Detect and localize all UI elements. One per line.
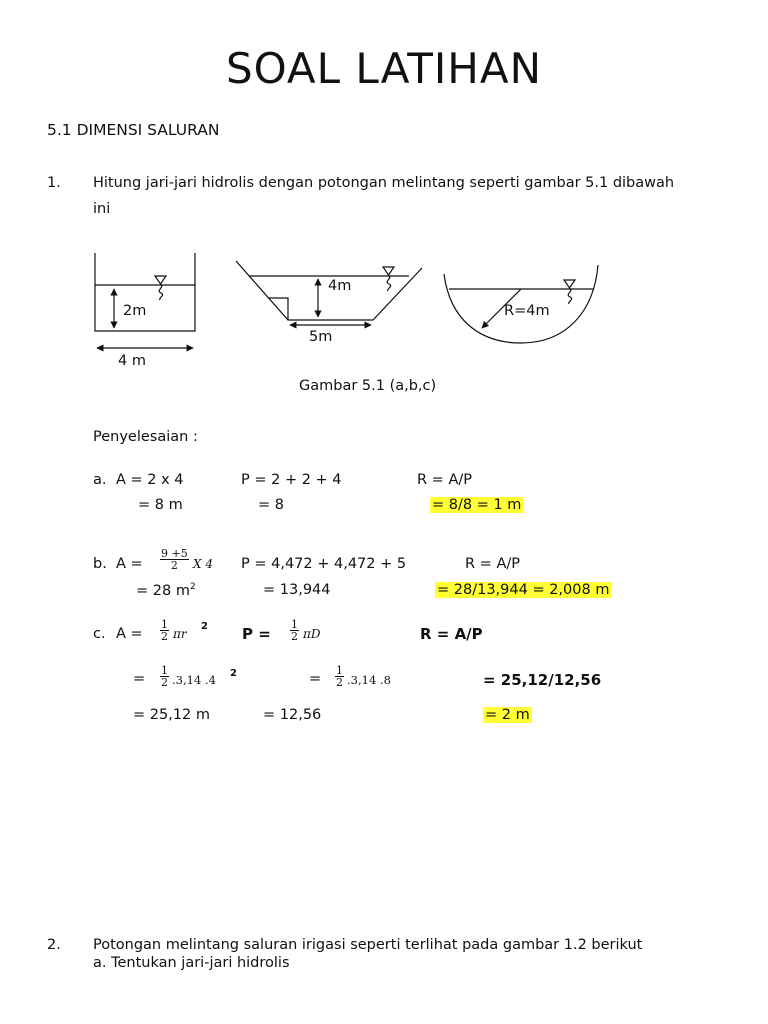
sol-c-area-expr: πr [173,627,187,641]
q2-number: 2. [47,937,61,953]
fraction-numerator: 1 [161,618,168,631]
q1-text-line2: ini [93,201,111,217]
sol-b-perimeter-result: = 13,944 [263,582,331,598]
sol-b-area-suffix: X 4 [193,557,213,571]
sol-b-area-prefix: A = [116,556,143,572]
sol-b-area-value: = 28 m [136,582,190,599]
fraction-denominator: 2 [161,630,168,643]
figure-caption: Gambar 5.1 (a,b,c) [299,378,437,394]
sol-c-area-result: = 25,12 m [133,707,211,723]
sol-c-area-eq: = [133,671,146,687]
rectangular-channel [95,253,195,348]
sol-a-perimeter-result: = 8 [258,497,284,513]
fig-c-radius: R=4m [504,303,550,319]
sol-c-perimeter-eq-expr: .3,14 .8 [347,673,391,687]
sol-a-perimeter: P = 2 + 2 + 4 [241,472,342,488]
sol-c-area-eq-expr: .3,14 .4 [172,673,216,687]
sol-c-perimeter-expr: πD [303,627,321,641]
q1-number: 1. [47,175,61,191]
sol-b-area-result [136,582,196,599]
sol-c-area-prefix: A = [116,626,143,642]
sol-a-label: a. [93,472,107,488]
superscript-2: 2 [189,582,196,592]
solution-heading: Penyelesaian : [93,429,198,445]
sol-c-perimeter-result: = 12,56 [263,707,322,723]
q2-sub-a: a. Tentukan jari-jari hidrolis [93,955,290,971]
fraction-numerator: 1 [336,664,343,677]
sol-c-area-fraction [160,619,169,642]
sol-c-area-sup: 2 [201,621,208,632]
sol-b-fraction [160,548,189,571]
sol-b-radius-result: = 28/13,944 = 2,008 m [437,582,610,598]
sol-c-perimeter-fraction [290,619,299,642]
sol-a-area: A = 2 x 4 [116,472,184,488]
section-heading: 5.1 DIMENSI SALURAN [47,121,220,139]
sol-c-perimeter-eq: = [309,671,322,687]
sol-b-perimeter: P = 4,472 + 4,472 + 5 [241,556,407,572]
fraction-denominator: 2 [291,630,298,643]
fig-a-width: 4 m [118,353,146,369]
sol-a-radius: R = A/P [417,472,472,488]
sol-c-area-eq-fraction [160,665,169,688]
sol-c-perimeter-eq-fraction [335,665,344,688]
sol-c-area-eq-sup: 2 [230,668,237,679]
sol-b-radius: R = A/P [465,556,520,572]
sol-c-radius-eq: = 25,12/12,56 [483,671,602,689]
fraction-numerator: 1 [291,618,298,631]
page-title: SOAL LATIHAN [225,44,543,93]
fig-a-height: 2m [123,303,147,319]
sol-a-area-result: = 8 m [138,497,183,513]
sol-c-label: c. [93,626,106,642]
fig-b-base: 5m [309,329,333,345]
sol-c-radius-result: = 2 m [485,707,530,723]
fig-b-height: 4m [328,278,352,294]
fraction-numerator: 1 [161,664,168,677]
fraction-denominator: 2 [161,676,168,689]
fraction-denominator: 2 [170,559,178,572]
sol-a-radius-result: = 8/8 = 1 m [432,497,522,513]
q2-text: Potongan melintang saluran irigasi seperti terlihat pada gambar 1.2 berikut [93,937,643,953]
sol-c-perimeter-prefix: P = [242,625,271,643]
q1-text-line1: Hitung jari-jari hidrolis dengan potongan melintang seperti gambar 5.1 dibawah [93,175,675,191]
fraction-denominator: 2 [336,676,343,689]
sol-b-label: b. [93,556,107,572]
fraction-numerator: 9 +5 [161,547,188,560]
sol-c-radius: R = A/P [420,625,483,643]
channel-figures [0,240,768,370]
